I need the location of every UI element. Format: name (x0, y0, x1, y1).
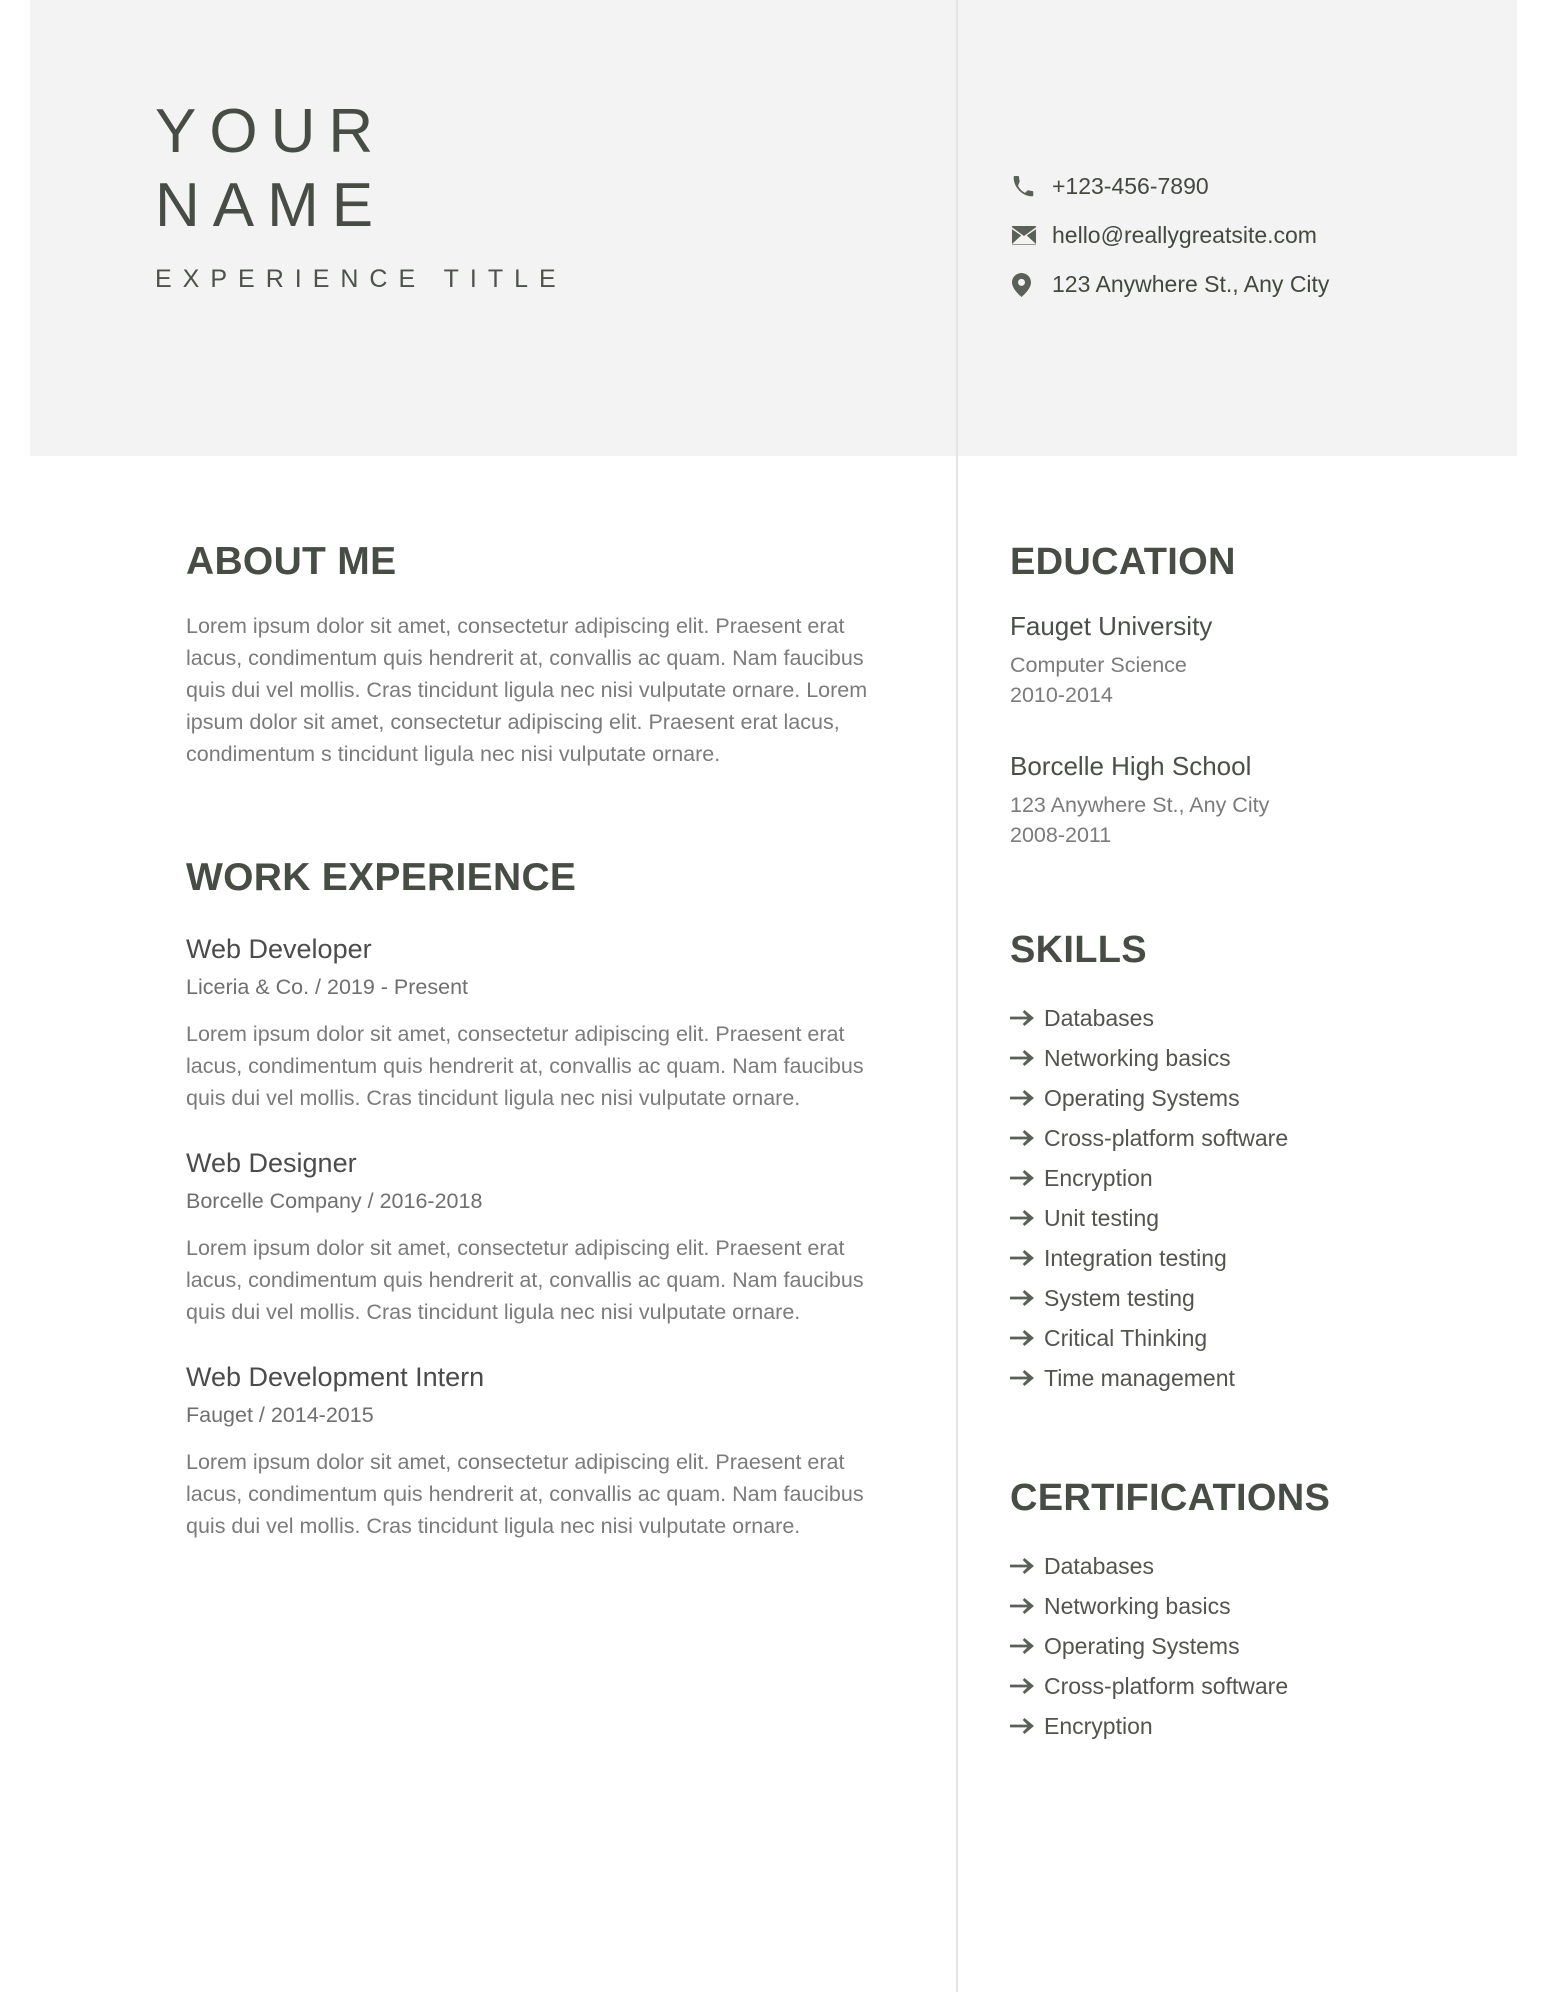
arrow-right-icon (1010, 1250, 1044, 1266)
certifications-heading: CERTIFICATIONS (1010, 1477, 1331, 1519)
experience-title: EXPERIENCE TITLE (155, 265, 567, 293)
skills-heading: SKILLS (1010, 929, 1147, 971)
certification-label: Encryption (1044, 1712, 1153, 1739)
skill-label: Networking basics (1044, 1044, 1231, 1071)
arrow-right-icon (1010, 1050, 1044, 1066)
list-item (1010, 1078, 1470, 1118)
arrow-right-icon (1010, 1678, 1044, 1694)
list-item (1010, 1198, 1470, 1238)
job-meta: Fauget / 2014-2015 (186, 1403, 374, 1427)
certification-label: Networking basics (1044, 1592, 1231, 1619)
education-school: Fauget University (1010, 611, 1213, 641)
certifications-section (1010, 1476, 1470, 1746)
list-item (1010, 1358, 1470, 1398)
work-experience-section (186, 856, 876, 1542)
education-school: Borcelle High School (1010, 751, 1252, 781)
about-body: Lorem ipsum dolor sit amet, consectetur adipiscing elit. Praesent erat lacus, condimentum quis hendrerit at, convallis ac quam. Nam faucibus quis dui vel mollis. Cras tincidunt ligula nec nisi vulputate ornare. Lorem ipsum dolor sit amet, consectetur adipiscing elit. Praesent erat lacus, condimentum s tincidunt ligula nec nisi vulputate ornare. (186, 614, 868, 766)
right-column (1010, 540, 1470, 1746)
education-heading: EDUCATION (1010, 541, 1236, 583)
skill-label: Critical Thinking (1044, 1324, 1208, 1351)
contact-row-email (1012, 211, 1329, 260)
certifications-list (1010, 1546, 1470, 1746)
name-line-1: YOUR (155, 97, 387, 166)
list-item (1010, 1546, 1470, 1586)
arrow-right-icon (1010, 1010, 1044, 1026)
list-item (1010, 1586, 1470, 1626)
arrow-right-icon (1010, 1718, 1044, 1734)
list-item (1010, 1038, 1470, 1078)
certification-label: Cross-platform software (1044, 1672, 1289, 1699)
skills-section (1010, 928, 1470, 1398)
contact-phone-text: +123-456-7890 (1052, 173, 1209, 199)
work-entry (186, 1360, 876, 1542)
contact-email-text: hello@reallygreatsite.com (1052, 222, 1317, 248)
education-detail-line1: 123 Anywhere St., Any City (1010, 793, 1270, 817)
job-title: Web Developer (186, 934, 372, 964)
skill-label: Unit testing (1044, 1204, 1160, 1231)
phone-icon (1012, 176, 1039, 198)
arrow-right-icon (1010, 1170, 1044, 1186)
job-meta: Borcelle Company / 2016-2018 (186, 1189, 483, 1213)
list-item (1010, 1666, 1470, 1706)
job-title: Web Designer (186, 1148, 357, 1178)
skill-label: Time management (1044, 1364, 1235, 1391)
list-item (1010, 998, 1470, 1038)
about-section (186, 540, 876, 770)
education-detail-line2: 2008-2011 (1010, 823, 1112, 847)
arrow-right-icon (1010, 1598, 1044, 1614)
arrow-right-icon (1010, 1558, 1044, 1574)
contact-row-address (1012, 260, 1329, 309)
skill-label: Databases (1044, 1004, 1154, 1031)
list-item (1010, 1318, 1470, 1358)
work-entry (186, 1146, 876, 1328)
certification-label: Databases (1044, 1552, 1154, 1579)
name-line-2: NAME (155, 171, 387, 240)
left-column (186, 540, 876, 1542)
arrow-right-icon (1010, 1638, 1044, 1654)
list-item (1010, 1706, 1470, 1746)
list-item (1010, 1238, 1470, 1278)
envelope-icon (1012, 226, 1039, 245)
contact-block (1012, 162, 1329, 309)
arrow-right-icon (1010, 1290, 1044, 1306)
certification-label: Operating Systems (1044, 1632, 1240, 1659)
education-section (1010, 540, 1470, 850)
arrow-right-icon (1010, 1370, 1044, 1386)
arrow-right-icon (1010, 1090, 1044, 1106)
skill-label: Cross-platform software (1044, 1124, 1289, 1151)
skill-label: Operating Systems (1044, 1084, 1240, 1111)
job-title: Web Development Intern (186, 1362, 485, 1392)
skill-label: Encryption (1044, 1164, 1153, 1191)
arrow-right-icon (1010, 1210, 1044, 1226)
education-detail-line2: 2010-2014 (1010, 683, 1113, 707)
skills-list (1010, 998, 1470, 1398)
education-entry (1010, 610, 1470, 710)
list-item (1010, 1626, 1470, 1666)
job-description: Lorem ipsum dolor sit amet, consectetur adipiscing elit. Praesent erat lacus, condimentum quis hendrerit at, convallis ac quam. Nam faucibus quis dui vel mollis. Cras tincidunt ligula nec nisi vulputate ornare. (186, 1450, 864, 1538)
about-heading: ABOUT ME (186, 540, 397, 583)
work-entry (186, 932, 876, 1114)
name-block (155, 95, 567, 294)
contact-row-phone (1012, 162, 1329, 211)
job-description: Lorem ipsum dolor sit amet, consectetur adipiscing elit. Praesent erat lacus, condimentum quis hendrerit at, convallis ac quam. Nam faucibus quis dui vel mollis. Cras tincidunt ligula nec nisi vulputate ornare. (186, 1236, 864, 1324)
list-item (1010, 1118, 1470, 1158)
work-experience-heading: WORK EXPERIENCE (186, 856, 577, 899)
job-meta: Liceria & Co. / 2019 - Present (186, 975, 469, 999)
contact-address-text: 123 Anywhere St., Any City (1052, 271, 1330, 297)
list-item (1010, 1158, 1470, 1198)
education-detail-line1: Computer Science (1010, 653, 1187, 677)
skill-label: System testing (1044, 1284, 1195, 1311)
map-pin-icon (1012, 273, 1039, 297)
education-entry (1010, 750, 1470, 850)
skill-label: Integration testing (1044, 1244, 1227, 1271)
list-item (1010, 1278, 1470, 1318)
arrow-right-icon (1010, 1130, 1044, 1146)
job-description: Lorem ipsum dolor sit amet, consectetur adipiscing elit. Praesent erat lacus, condimentum quis hendrerit at, convallis ac quam. Nam faucibus quis dui vel mollis. Cras tincidunt ligula nec nisi vulputate ornare. (186, 1022, 864, 1110)
arrow-right-icon (1010, 1330, 1044, 1346)
